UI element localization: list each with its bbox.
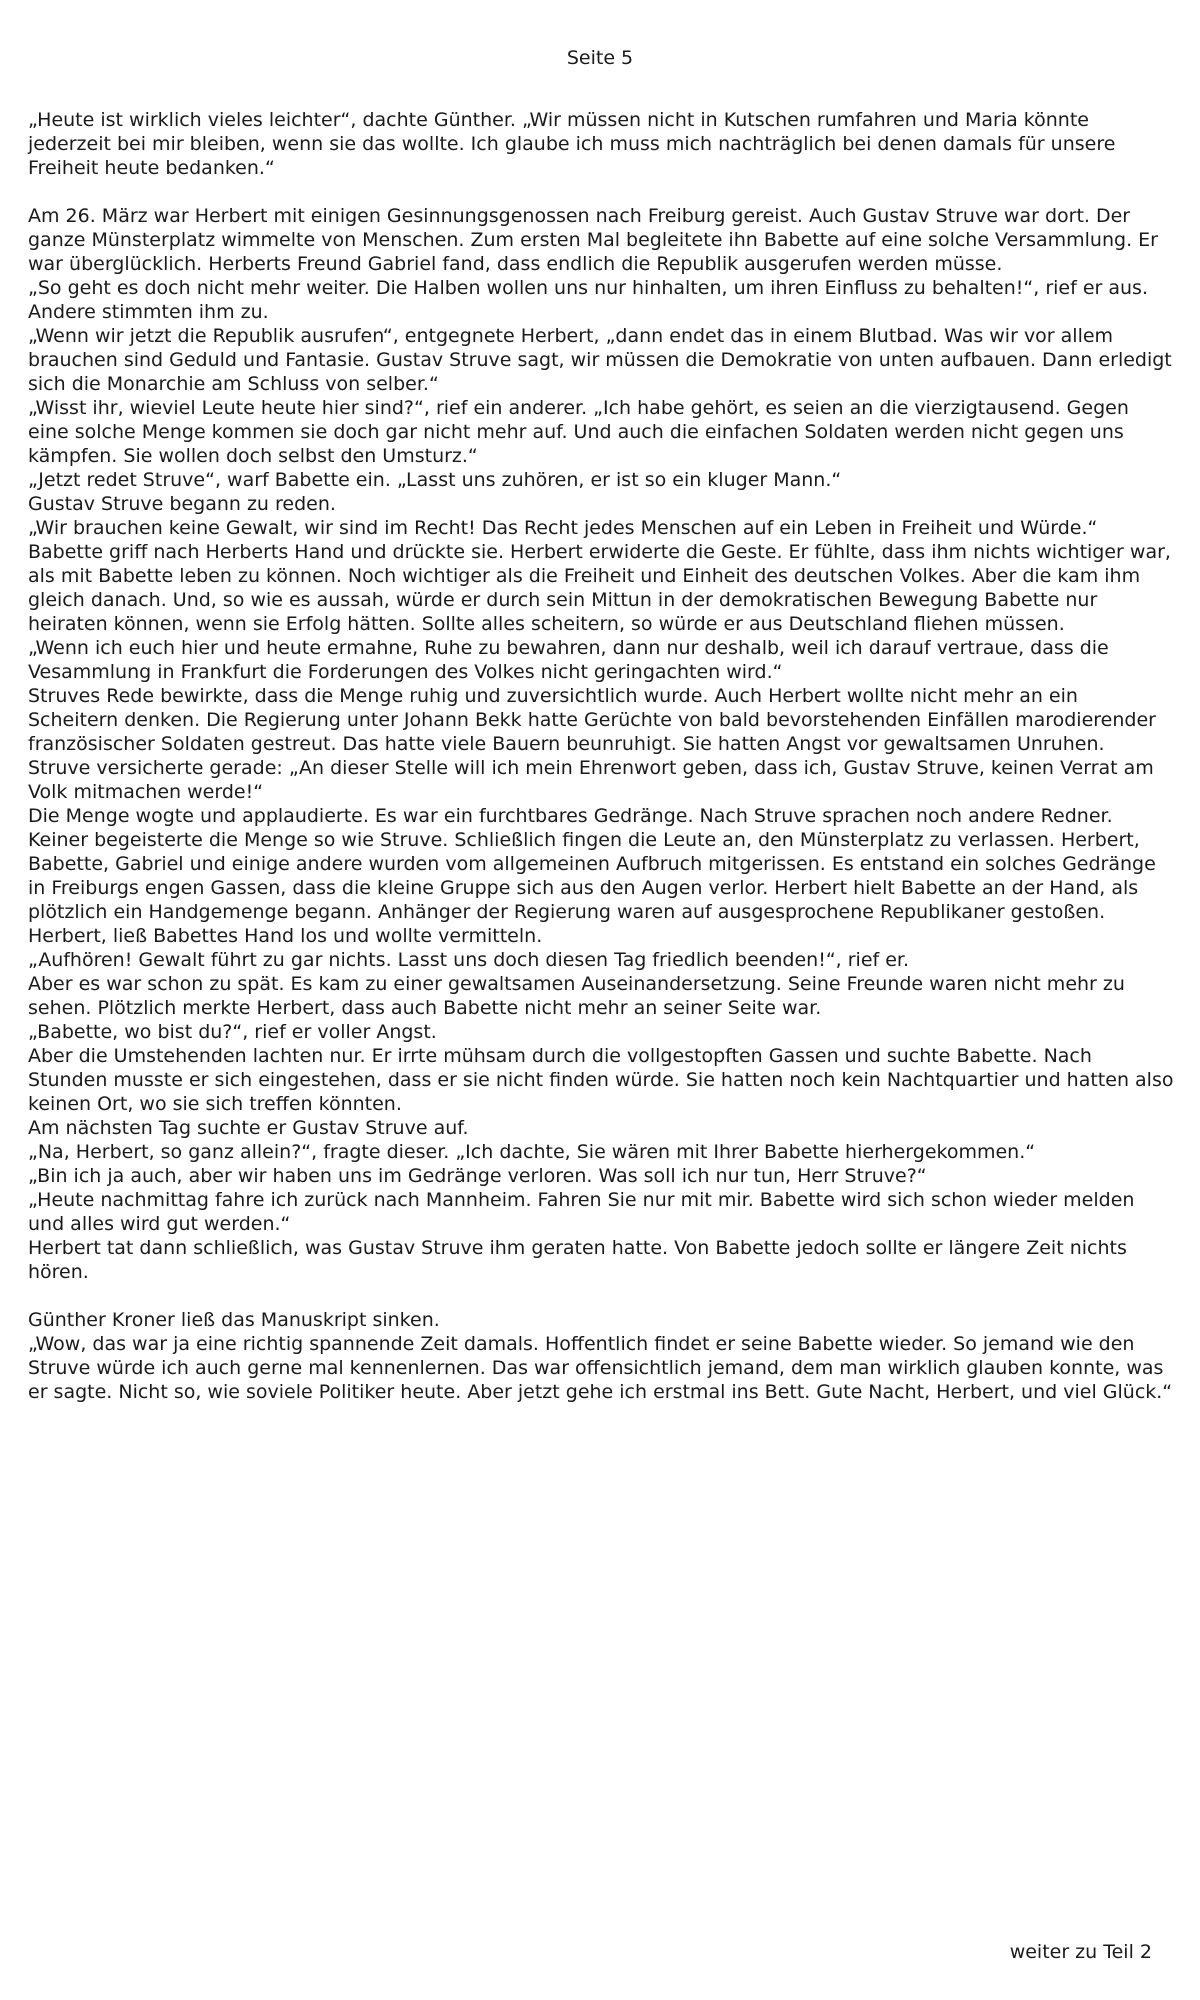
- paragraph: „Wenn wir jetzt die Republik ausrufen“, entgegnete Herbert, „dann endet das in einem Blutbad. Was wir vor allem brauchen sind Geduld und Fantasie. Gustav Struve sagt, wir müssen die Demokratie von unten aufbauen. Dann erledigt sich die Monarchie am Schluss von selber.“: [28, 325, 1172, 395]
- paragraph: „Wir brauchen keine Gewalt, wir sind im Recht! Das Recht jedes Menschen auf ein Leben in Freiheit und Würde.“: [28, 517, 1098, 539]
- paragraph: Aber es war schon zu spät. Es kam zu einer gewaltsamen Auseinandersetzung. Seine Freunde waren nicht mehr zu sehen. Plötzlich merkte Herbert, dass auch Babette nicht mehr an seiner Seite war.: [28, 973, 1125, 1019]
- paragraph: „Wenn ich euch hier und heute ermahne, Ruhe zu bewahren, dann nur deshalb, weil ich darauf vertraue, dass die Vesammlung in Frankfurt die Forderungen des Volkes nicht geringachten wird.“: [28, 637, 1109, 683]
- paragraph: „Aufhören! Gewalt führt zu gar nichts. Lasst uns doch diesen Tag friedlich beenden!“, rief er.: [28, 949, 910, 971]
- paragraph: „Wow, das war ja eine richtig spannende Zeit damals. Hoffentlich findet er seine Babette wieder. So jemand wie den Struve würde ich auch gerne mal kennenlernen. Das war offensichtlich jemand, dem man wirklich glauben konnte, was er sagte. Nicht so, wie soviele Politiker heute. Aber jetzt gehe ich erstmal ins Bett. Gute Nacht, Herbert, und viel Glück.“: [28, 1333, 1173, 1403]
- paragraph: Aber die Umstehenden lachten nur. Er irrte mühsam durch die vollgestopften Gassen und suchte Babette. Nach Stunden musste er sich eingestehen, dass er sie nicht finden würde. Sie hatten noch kein Nachtquartier und hatten also keinen Ort, wo sie sich treffen könnten.: [28, 1045, 1174, 1115]
- paragraph: Struves Rede bewirkte, dass die Menge ruhig und zuversichtlich wurde. Auch Herbert wollte nicht mehr an ein Scheitern denken. Die Regierung unter Johann Bekk hatte Gerüchte von bald bevorstehenden Einfällen marodierender französischer Soldaten gestreut. Das hatte viele Bauern beunruhigt. Sie hatten Angst vor gewaltsamen Unruhen.: [28, 685, 1156, 755]
- paragraph: Gustav Struve begann zu reden.: [28, 493, 336, 515]
- next-part-link[interactable]: weiter zu Teil 2: [1009, 1941, 1152, 1963]
- paragraph: „Jetzt redet Struve“, warf Babette ein. „Lasst uns zuhören, er ist so ein kluger Mann.“: [28, 469, 842, 491]
- paragraph: Am 26. März war Herbert mit einigen Gesinnungsgenossen nach Freiburg gereist. Auch Gustav Struve war dort. Der ganze Münsterplatz wimmelte von Menschen. Zum ersten Mal begleitete ihn Babette auf eine solche Versammlung. Er war überglücklich. Herberts Freund Gabriel fand, dass endlich die Republik ausgerufen werden müsse.: [28, 205, 1158, 275]
- paragraph: Babette griff nach Herberts Hand und drückte sie. Herbert erwiderte die Geste. Er fühlte, dass ihm nichts wichtiger war, als mit Babette leben zu können. Noch wichtiger als die Freiheit und Einheit des deutschen Volkes. Aber die kam ihm gleich danach. Und, so wie es aussah, würde er durch sein Mittun in der demokratischen Bewegung Babette nur heiraten können, wenn sie Erfolg hätten. Sollte alles scheitern, so würde er aus Deutschland fliehen müssen.: [28, 541, 1171, 635]
- paragraph: „Na, Herbert, so ganz allein?“, fragte dieser. „Ich dachte, Sie wären mit Ihrer Babette hierhergekommen.“: [28, 1141, 1036, 1163]
- paragraph: Die Menge wogte und applaudierte. Es war ein furchtbares Gedränge. Nach Struve sprachen noch andere Redner. Keiner begeisterte die Menge so wie Struve. Schließlich fingen die Leute an, den Münsterplatz zu verlassen. Herbert, Babette, Gabriel und einige andere wurden vom allgemeinen Aufbruch mitgerissen. Es entstand ein solches Gedränge in Freiburgs engen Gassen, dass die kleine Gruppe sich aus den Augen verlor. Herbert hielt Babette an der Hand, als plötzlich ein Handgemenge begann. Anhänger der Regierung waren auf ausgesprochene Republikaner gestoßen. Herbert, ließ Babettes Hand los und wollte vermitteln.: [28, 805, 1156, 947]
- paragraph: Andere stimmten ihm zu.: [28, 301, 269, 323]
- paragraph: Günther Kroner ließ das Manuskript sinken.: [28, 1309, 440, 1331]
- paragraph: Herbert tat dann schließlich, was Gustav Struve ihm geraten hatte. Von Babette jedoch sollte er längere Zeit nichts hören.: [28, 1237, 1127, 1283]
- paragraph: „So geht es doch nicht mehr weiter. Die Halben wollen uns nur hinhalten, um ihren Einfluss zu behalten!“, rief er aus.: [28, 277, 1148, 299]
- paragraph: „Wisst ihr, wieviel Leute heute hier sind?“, rief ein anderer. „Ich habe gehört, es seien an die vierzigtausend. Gegen eine solche Menge kommen sie doch gar nicht mehr auf. Und auch die einfachen Soldaten werden nicht gegen uns kämpfen. Sie wollen doch selbst den Umsturz.“: [28, 397, 1129, 467]
- paragraph: „Heute nachmittag fahre ich zurück nach Mannheim. Fahren Sie nur mit mir. Babette wird sich schon wieder melden und alles wird gut werden.“: [28, 1189, 1135, 1235]
- page-number: Seite 5: [566, 47, 634, 69]
- paragraph: „Babette, wo bist du?“, rief er voller Angst.: [28, 1021, 437, 1043]
- paragraph: Struve versicherte gerade: „An dieser Stelle will ich mein Ehrenwort geben, dass ich, Gustav Struve, keinen Verrat am Volk mitmachen werde!“: [28, 757, 1154, 803]
- document-body: [28, 108, 1174, 1404]
- paragraph: „Heute ist wirklich vieles leichter“, dachte Günther. „Wir müssen nicht in Kutschen rumfahren und Maria könnte jederzeit bei mir bleiben, wenn sie das wollte. Ich glaube ich muss mich nachträglich bei denen damals für unsere Freiheit heute bedanken.“: [28, 109, 1116, 179]
- paragraph: Am nächsten Tag suchte er Gustav Struve auf.: [28, 1117, 469, 1139]
- paragraph: „Bin ich ja auch, aber wir haben uns im Gedränge verloren. Was soll ich nur tun, Herr Struve?“: [28, 1165, 927, 1187]
